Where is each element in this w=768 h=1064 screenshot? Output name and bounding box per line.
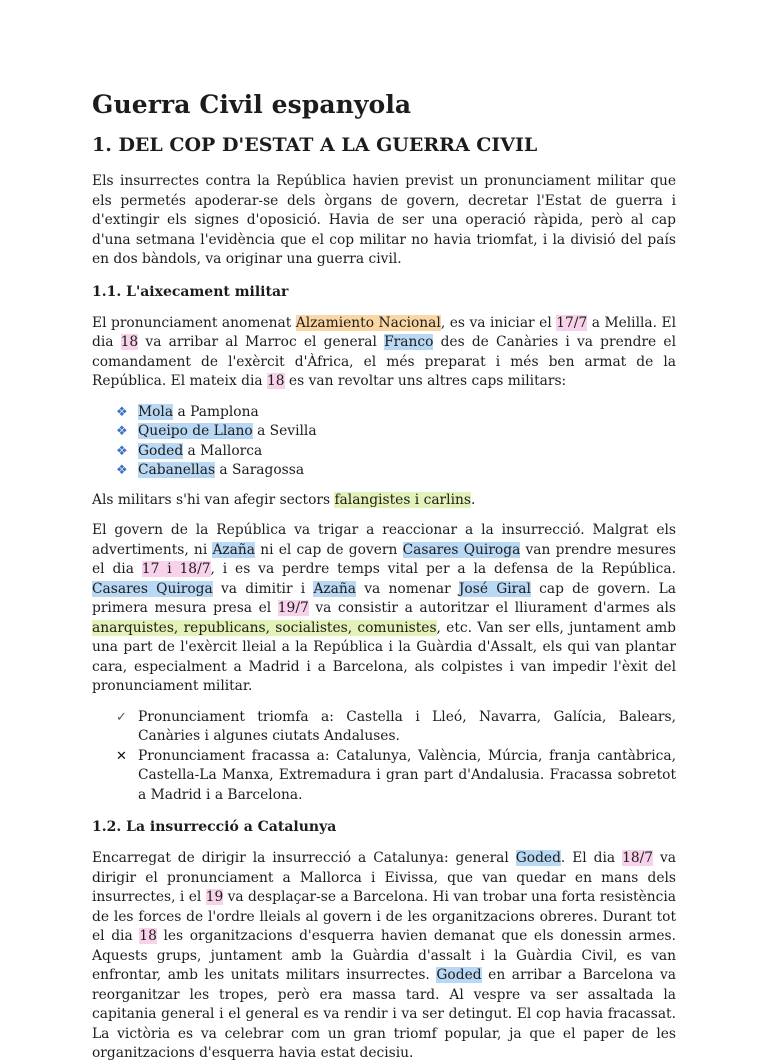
text-run: va arribar al Marroc el general [138, 334, 385, 350]
highlight-date: 17 i 18/7 [141, 561, 211, 577]
uprising-paragraph [92, 314, 676, 392]
text-run: cap de govern. La primera mesura presa el [92, 580, 676, 616]
list-item [116, 442, 676, 462]
document-title: Guerra Civil espanyola [92, 90, 412, 119]
text-run: . [470, 491, 476, 508]
text-run: va consistir a autoritzar el lliurament d'armes als [308, 600, 677, 616]
list-item [116, 461, 676, 481]
section-intro-paragraph: Els insurrectes contra la República havien previst un pronunciament militar que els permetés apoderar-se dels òrgans de govern, decretar l'Estat de guerra i d'extingir els signes d'oposició. Havia de ser una operació ràpida, però al cap d'una setmana l'evidència que el cop militar no havia triomfat, i la divisió del país en dos bàndols, va originar una guerra civil. [92, 173, 676, 267]
highlight-person: Azaña [313, 580, 357, 597]
highlight-person: Goded [436, 967, 482, 983]
highlight-person: Mola [138, 403, 174, 420]
supporters-paragraph [92, 491, 676, 511]
list-item-text: Pronunciament fracassa a: Catalunya, València, Múrcia, franja cantàbrica, Castella-La Manxa, Extremadura i gran part d'Andalusia. Fracassa sobretot a Madrid i a Barcelona. [138, 747, 676, 803]
list-item-text: Pronunciament triomfa a: Castella i Lleó, Navarra, Galícia, Balears, Canàries i algunes ciutats Andaluses. [138, 708, 676, 744]
subsection-heading-catalonia: 1.2. La insurrecció a Catalunya [92, 819, 337, 835]
text-run: es van revoltar uns altres caps militars: [284, 373, 567, 389]
catalonia-paragraph [92, 849, 676, 1064]
generals-list [92, 403, 676, 481]
list-item-text: a Saragossa [215, 462, 305, 478]
highlight-date: 18 [139, 928, 157, 944]
list-item-text: a Sevilla [252, 423, 317, 439]
highlight-date: 17/7 [556, 314, 588, 331]
highlight-person: Casares Quiroga [402, 541, 521, 558]
highlight-date: 18 [266, 373, 285, 389]
text-run: El pronunciament anomenat [92, 314, 296, 331]
text-run: va dimitir i [212, 580, 314, 597]
text-run: va dirigir el pronunciament a Mallorca i Eivissa, que van quedar en mans dels insurrectes, i el [92, 850, 676, 905]
outcomes-list [92, 708, 676, 806]
text-run: , etc. Van ser ells, juntament amb una part de l'exèrcit lleial a la República i la Guàrdia d'Assalt, els qui van plantar cara, especialment a Madrid i a Barcelona, als colpistes i van impedir l'èxit del pronunciament militar. [92, 619, 677, 694]
highlight-group: anarquistes, republicans, socialistes, comunistes [92, 619, 437, 636]
text-run: va nomenar [356, 580, 459, 597]
checkmark-icon: ✓ [116, 709, 127, 725]
diamond-bullet-icon: ❖ [116, 404, 128, 420]
highlight-term: Alzamiento Nacional [295, 314, 441, 331]
highlight-person: Franco [384, 334, 434, 350]
subsection-heading-uprising: 1.1. L'aixecament militar [92, 283, 289, 300]
highlight-date: 18 [120, 334, 139, 350]
highlight-date: 19/7 [277, 600, 309, 616]
diamond-bullet-icon: ❖ [116, 424, 128, 439]
diamond-bullet-icon: ❖ [116, 443, 128, 459]
text-run: a Melilla. El dia [92, 314, 677, 350]
government-reaction-paragraph [92, 521, 676, 697]
list-item-text: a Pamplona [173, 403, 259, 420]
text-run: des de Canàries i va prendre el comandament de l'exèrcit d'Àfrica, el més preparat i més ben armat de la República. El mateix dia [92, 334, 676, 389]
text-run: . El dia [560, 850, 623, 866]
highlight-person: Goded [515, 850, 561, 866]
text-run: Als militars s'hi van afegir sectors [92, 491, 335, 508]
diamond-bullet-icon: ❖ [116, 463, 128, 478]
list-item-text: a Mallorca [183, 442, 263, 459]
text-run: Encarregat de dirigir la insurrecció a Catalunya: general [92, 850, 516, 866]
highlight-person: Cabanellas [138, 462, 216, 478]
cross-icon: ✕ [116, 748, 127, 764]
highlight-person: José Giral [458, 580, 531, 597]
list-item [116, 708, 676, 747]
highlight-date: 18/7 [622, 850, 654, 866]
highlight-person: Queipo de Llano [138, 423, 253, 439]
text-run: , es va iniciar el [440, 314, 557, 331]
text-run: , i es va perdre temps vital per a la defensa de la República. [210, 561, 676, 577]
text-run: ni el cap de govern [255, 541, 403, 558]
text-run: en arribar a Barcelona va reorganitzar les tropes, però era massa tard. Al vespre va ser assaltada la capitania general i el general es va rendir i va ser detingut. El cop havia fracassat. La victòria es va celebrar com un gran triomf popular, ja que el paper de les organitzacions d'esquerra havia estat decisiu. [92, 967, 676, 1061]
highlight-person: Casares Quiroga [92, 580, 213, 597]
text-run: van prendre mesures el dia [92, 541, 676, 577]
section-heading: 1. DEL COP D'ESTAT A LA GUERRA CIVIL [92, 134, 538, 156]
list-item [116, 403, 676, 423]
highlight-date: 19 [205, 889, 224, 905]
text-run: El govern de la República va trigar a reaccionar a la insurrecció. Malgrat els advertiments, ni [92, 522, 676, 558]
list-item [116, 422, 676, 442]
highlight-group: falangistes i carlins [334, 491, 471, 508]
list-item [116, 747, 676, 806]
highlight-person: Azaña [212, 541, 256, 558]
text-run: va desplaçar-se a Barcelona. Hi van trobar una forta resistència de les forces de l'ordre lleials al govern i de les organitzacions obreres. Durant tot el dia [92, 889, 676, 944]
highlight-person: Goded [138, 442, 184, 459]
text-run: les organitzacions d'esquerra havien demanat que els donessin armes. Aquests grups, juntament amb la Guàrdia d'assalt i la Guàrdia Civil, es van enfrontar, amb les unitats militars insurrectes. [92, 928, 677, 983]
